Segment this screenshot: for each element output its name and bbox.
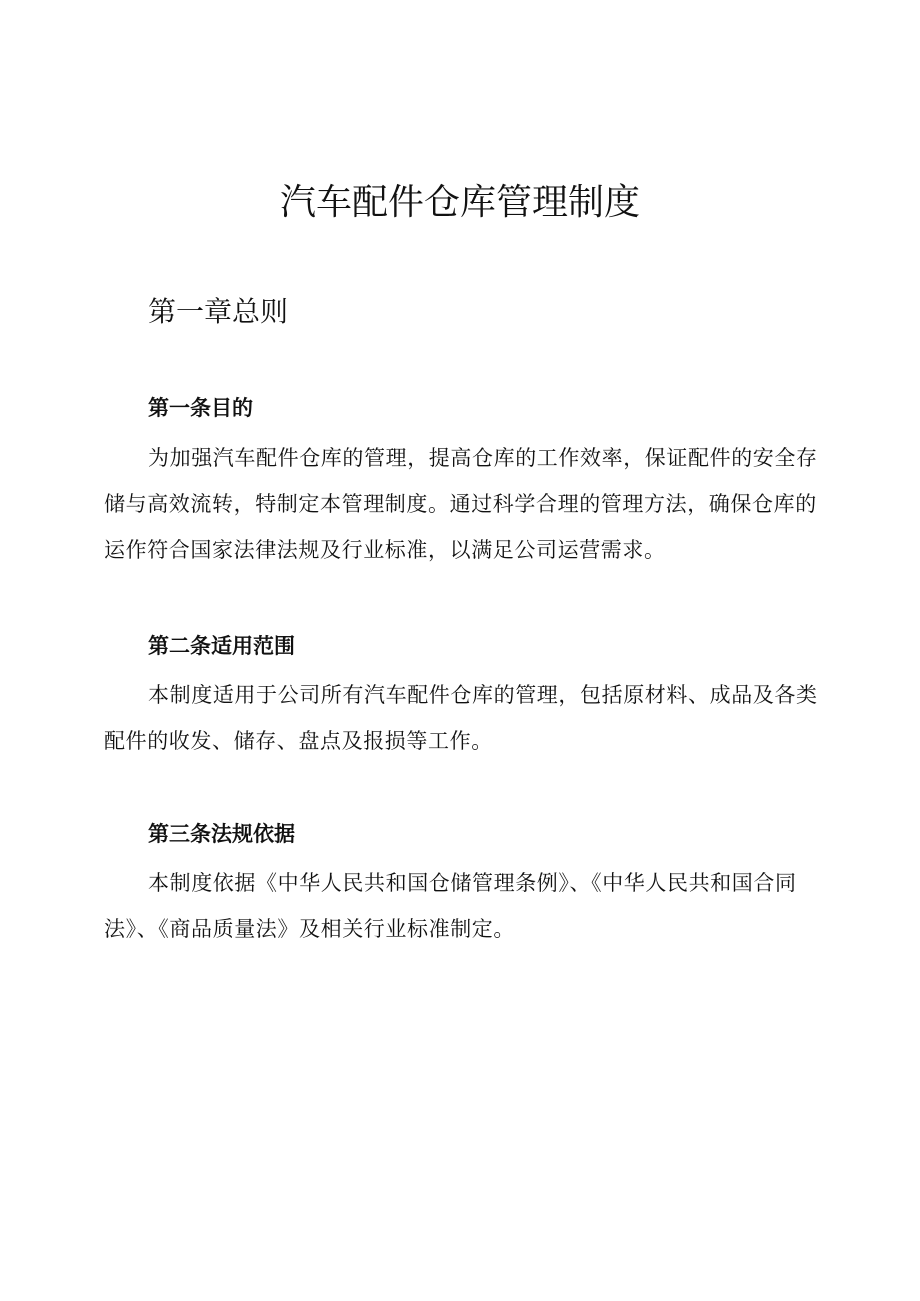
chapter-title: 第一章总则 — [148, 295, 289, 328]
article-1-body: 为加强汽车配件仓库的管理，提高仓库的工作效率，保证配件的安全存储与高效流转，特制定本管理制度。通过科学合理的管理方法，确保仓库的运作符合国家法律法规及行业标准，以满足公司运营需求。 — [104, 446, 818, 562]
article-2-heading: 第二条适用范围 — [148, 634, 295, 658]
article-1-heading: 第一条目的 — [148, 396, 253, 420]
article-2-body: 本制度适用于公司所有汽车配件仓库的管理，包括原材料、成品及各类配件的收发、储存、盘点及报损等工作。 — [104, 683, 818, 753]
article-3-body: 本制度依据《中华人民共和国仓储管理条例》、《中华人民共和国合同法》、《商品质量法》及相关行业标准制定。 — [104, 871, 797, 941]
document-title: 汽车配件仓库管理制度 — [279, 182, 640, 223]
article-3-heading: 第三条法规依据 — [148, 822, 295, 846]
